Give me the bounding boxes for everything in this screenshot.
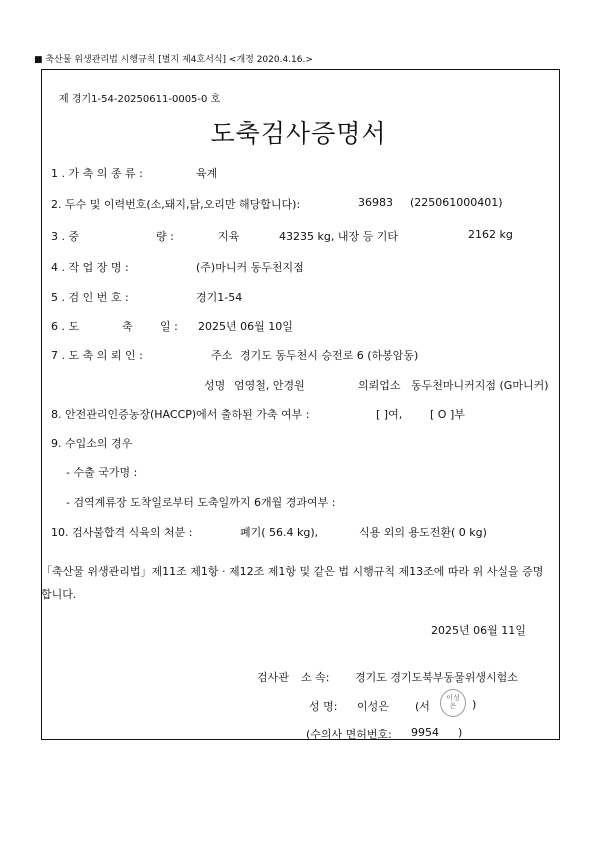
head-count-label: 2. 두수 및 이력번호(소,돼지,닭,오리만 해당합니다): xyxy=(51,198,301,211)
quarantine-label: - 검역계류장 도착일로부터 도축일까지 6개월 경과여부 : xyxy=(66,496,336,509)
weight-other-value: 2162 kg xyxy=(468,228,513,241)
license-label: (수의사 면허번호: xyxy=(306,728,392,741)
official-seal-stamp: 이성은 xyxy=(440,689,466,717)
affiliation-label: 소 속: xyxy=(301,671,330,684)
slaughter-date-label: 6 . 도 xyxy=(51,320,80,333)
inspector-name-label: 성 명: xyxy=(309,700,338,713)
species-label: 1 . 가 축 의 종 류 : xyxy=(51,167,143,180)
slaughter-date-label-mid: 축 xyxy=(122,320,133,333)
disposal-discard: 폐기( 56.4 kg), xyxy=(240,526,319,539)
issue-date: 2025년 06월 11일 xyxy=(431,624,526,637)
head-count-value: 36983 xyxy=(358,196,393,209)
requester-business: 동두천마니커지점 (G마니커) xyxy=(411,379,549,392)
slaughter-date-value: 2025년 06월 10일 xyxy=(198,320,293,333)
requester-name-label: 성명 xyxy=(204,379,226,392)
form-reference: ■ 축산물 위생관리법 시행규칙 [별지 제4호서식] <개정 2020.4.16.> xyxy=(34,55,313,65)
inspector-name: 이성은 xyxy=(357,700,389,713)
weight-label-tail: 량 : xyxy=(156,230,174,243)
requester-label: 7 . 도 축 의 뢰 인 : xyxy=(51,349,143,362)
haccp-label: 8. 안전관리인증농장(HACCP)에서 출하된 가축 여부 : xyxy=(51,408,310,421)
requester-address-label: 주소 xyxy=(211,349,233,362)
seal-open: (서 xyxy=(415,700,430,713)
workplace-value: (주)마니커 동두천지점 xyxy=(196,261,304,274)
species-value: 육계 xyxy=(196,167,218,180)
affiliation-value: 경기도 경기도북부동물위생시험소 xyxy=(355,671,518,684)
inspection-number-label: 5 . 검 인 번 호 : xyxy=(51,291,129,304)
export-country-label: - 수출 국가명 : xyxy=(66,466,138,479)
document-title: 도축검사증명서 xyxy=(210,119,387,148)
statement-line-2: 합니다. xyxy=(41,588,77,601)
certificate-number: 제 경기1-54-20250611-0005-0 호 xyxy=(59,94,221,105)
haccp-no-option: [ O ]부 xyxy=(430,408,465,421)
trace-number: (225061000401) xyxy=(410,196,503,209)
slaughter-date-label-tail: 일 : xyxy=(160,320,178,333)
weight-carcass-value: 43235 kg, 내장 등 기타 xyxy=(279,230,398,243)
workplace-label: 4 . 작 업 장 명 : xyxy=(51,261,129,274)
inspection-number-value: 경기1-54 xyxy=(196,291,243,304)
requester-business-label: 의뢰업소 xyxy=(358,379,401,392)
inspector-label: 검사관 xyxy=(257,671,289,684)
license-close: ) xyxy=(458,726,463,739)
disposal-other-use: 식용 외의 용도전환( 0 kg) xyxy=(359,526,487,539)
requester-name: 엄영철, 안경원 xyxy=(234,379,305,392)
disposal-label: 10. 검사불합격 식육의 처분 : xyxy=(51,526,193,539)
license-number: 9954 xyxy=(411,726,439,739)
import-label: 9. 수입소의 경우 xyxy=(51,437,133,450)
haccp-yes-option: [ ]여, xyxy=(376,408,403,421)
weight-label: 3 . 중 xyxy=(51,230,80,243)
seal-close: ) xyxy=(472,698,477,711)
statement-line-1: 「축산물 위생관리법」제11조 제1항 · 제12조 제1항 및 같은 법 시행규칙 제13조에 따라 위 사실을 증명 xyxy=(41,565,544,578)
requester-address: 경기도 동두천시 승전로 6 (하봉암동) xyxy=(240,349,419,362)
weight-type-carcass: 지육 xyxy=(218,230,240,243)
